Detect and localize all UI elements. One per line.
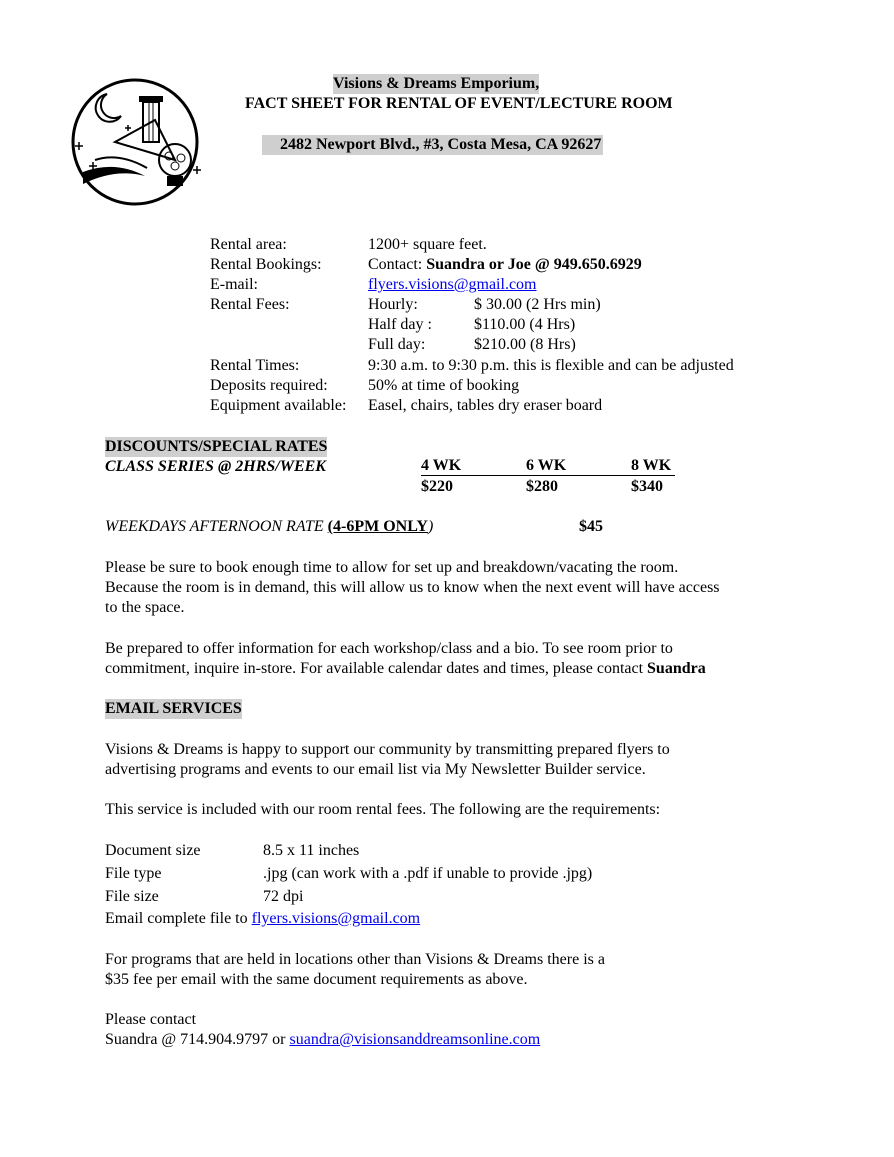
series-weeks: 6 WK: [511, 457, 617, 476]
fee-name: Full day:: [368, 336, 426, 353]
document-subtitle: FACT SHEET FOR RENTAL OF EVENT/LECTURE ROOM: [245, 95, 673, 112]
deposits-value: 50% at time of booking: [368, 377, 520, 394]
discounts-heading: DISCOUNTS/SPECIAL RATES: [105, 438, 328, 455]
fee-price: $110.00 (4 Hrs): [474, 316, 576, 333]
rental-area-value: 1200+ square feet.: [368, 236, 487, 253]
contact-name: Suandra: [647, 660, 706, 677]
suandra-email-link[interactable]: suandra@visionsanddreamsonline.com: [289, 1031, 541, 1048]
text-line: to the space.: [105, 599, 185, 616]
address: 2482 Newport Blvd., #3, Costa Mesa, CA 92627: [262, 135, 603, 155]
requirement-value: 8.5 x 11 inches: [263, 842, 360, 859]
email-services-heading: EMAIL SERVICES: [105, 700, 242, 717]
fee-price: $ 30.00 (2 Hrs min): [474, 296, 601, 313]
series-price: $340: [631, 478, 663, 495]
requirement-value: .jpg (can work with a .pdf if unable to provide .jpg): [263, 865, 593, 882]
class-series-label: CLASS SERIES @ 2HRS/WEEK: [105, 458, 326, 475]
text-line: [105, 659, 706, 679]
text-line: Visions & Dreams is happy to support our community by transmitting prepared flyers to: [105, 741, 670, 758]
rental-bookings-label: Rental Bookings:: [210, 256, 322, 273]
equipment-label: Equipment available:: [210, 397, 347, 414]
weekday-rate-label: [105, 517, 433, 537]
requirement-label: Document size: [105, 842, 201, 859]
text-line: $35 fee per email with the same document requirements as above.: [105, 971, 528, 988]
email-complete-line: [105, 909, 420, 929]
text-span: commitment, inquire in-store. For available calendar dates and times, please contact: [105, 660, 648, 677]
weekday-close: ): [427, 518, 434, 535]
weekday-rate-price: $45: [579, 518, 603, 535]
text-line: advertising programs and events to our email list via My Newsletter Builder service.: [105, 761, 646, 778]
document-title: Visions & Dreams Emporium,: [333, 75, 540, 92]
email-services-requirements-intro: This service is included with our room rental fees. The following are the requirements:: [105, 801, 661, 818]
rental-fees-label: Rental Fees:: [210, 296, 290, 313]
fee-name: Hourly:: [368, 296, 418, 313]
deposits-label: Deposits required:: [210, 377, 328, 394]
weekday-prefix: WEEKDAYS AFTERNOON RATE: [105, 518, 328, 535]
equipment-value: Easel, chairs, tables dry eraser board: [368, 397, 603, 414]
outside-programs-note: [105, 950, 605, 990]
text-line: For programs that are held in locations other than Visions & Dreams there is a: [105, 951, 605, 968]
series-weeks: 4 WK: [421, 457, 511, 476]
email-complete-prefix: Email complete file to: [105, 910, 252, 927]
text-line: Please be sure to book enough time to allow for set up and breakdown/vacating the room.: [105, 559, 679, 576]
flyers-email-link[interactable]: flyers.visions@gmail.com: [251, 910, 421, 927]
series-price: $220: [421, 478, 453, 495]
contact-block: [105, 1010, 540, 1050]
text-line: Be prepared to offer information for each workshop/class and a bio. To see room prior to: [105, 640, 673, 657]
series-weeks: 8 WK: [617, 457, 675, 476]
rental-area-label: Rental area:: [210, 236, 287, 253]
email-label: E-mail:: [210, 276, 258, 293]
booking-time-note: [105, 558, 720, 618]
requirement-label: File type: [105, 865, 162, 882]
rental-times-value: 9:30 a.m. to 9:30 p.m. this is flexible and can be adjusted: [368, 357, 734, 374]
contact-prefix: Suandra @ 714.904.9797 or: [105, 1031, 290, 1048]
bookings-contact: Suandra or Joe @ 949.650.6929: [426, 256, 642, 273]
emporium-logo: [55, 72, 215, 212]
requirement-value: 72 dpi: [263, 888, 304, 905]
rental-times-label: Rental Times:: [210, 357, 300, 374]
rental-email-link[interactable]: flyers.visions@gmail.com: [368, 276, 537, 293]
text-line: [105, 1030, 540, 1050]
email-services-intro: [105, 740, 670, 780]
fee-price: $210.00 (8 Hrs): [474, 336, 576, 353]
preparation-note: [105, 639, 706, 679]
series-price: $280: [526, 478, 558, 495]
text-line: Please contact: [105, 1011, 197, 1028]
weekday-hours: (4-6PM ONLY: [327, 518, 428, 535]
bookings-prefix: Contact:: [368, 256, 427, 273]
requirement-label: File size: [105, 888, 159, 905]
fee-name: Half day :: [368, 316, 432, 333]
text-line: Because the room is in demand, this will allow us to know when the next event will have access: [105, 579, 720, 596]
rental-bookings-value: [368, 255, 642, 275]
